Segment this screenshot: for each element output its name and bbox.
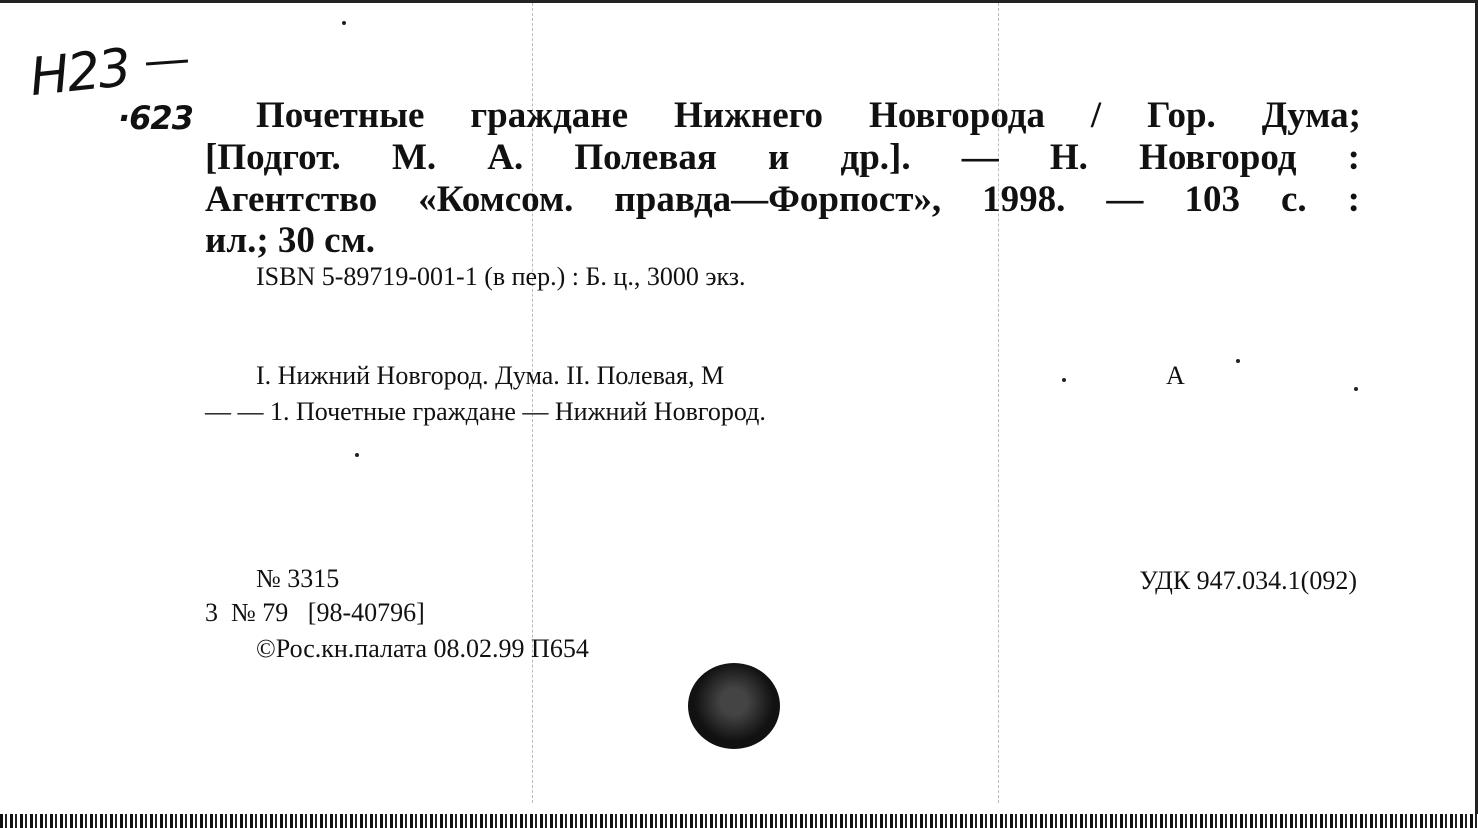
isbn-line: ISBN 5-89719-001-1 (в пер.) : Б. ц., 3000 экз. [256,262,746,291]
entry-physical-line: ил.; 30 см. [205,220,376,261]
entry-publisher-line: Агентство «Комсом. правда—Форпост», 1998. — 103 с. : [205,179,1360,220]
subject-initial: А [1166,361,1185,390]
entry-editor-line: [Подгот. М. А. Полевая и др.]. — Н. Новгород : [205,137,1360,178]
chamber-stamp-line: ©Рос.кн.палата 08.02.99 П654 [256,634,589,663]
entry-title-line: Почетные граждане Нижнего Новгорода / Гор. Дума; [256,95,1361,136]
scan-edge-strip [0,814,1478,828]
handwritten-call-number-top: Н23 [27,37,133,109]
subject-headings-line: I. Нижний Новгород. Дума. II. Полевая, М [256,361,725,390]
speck [355,453,359,457]
record-number: № 3315 [256,564,340,593]
handwritten-dash [146,60,188,66]
speck [1236,359,1240,363]
subject-headings-line-2: — — 1. Почетные граждане — Нижний Новгород. [205,397,766,426]
speck [1062,378,1066,382]
handwritten-call-number-bottom: ·623 [118,99,193,137]
record-number-line-2: 3 № 79 [98-40796] [205,598,425,627]
speck [342,21,346,25]
udk-classification: УДК 947.034.1(092) [1139,566,1357,595]
card-punch-hole [688,663,780,749]
speck [1354,387,1358,391]
